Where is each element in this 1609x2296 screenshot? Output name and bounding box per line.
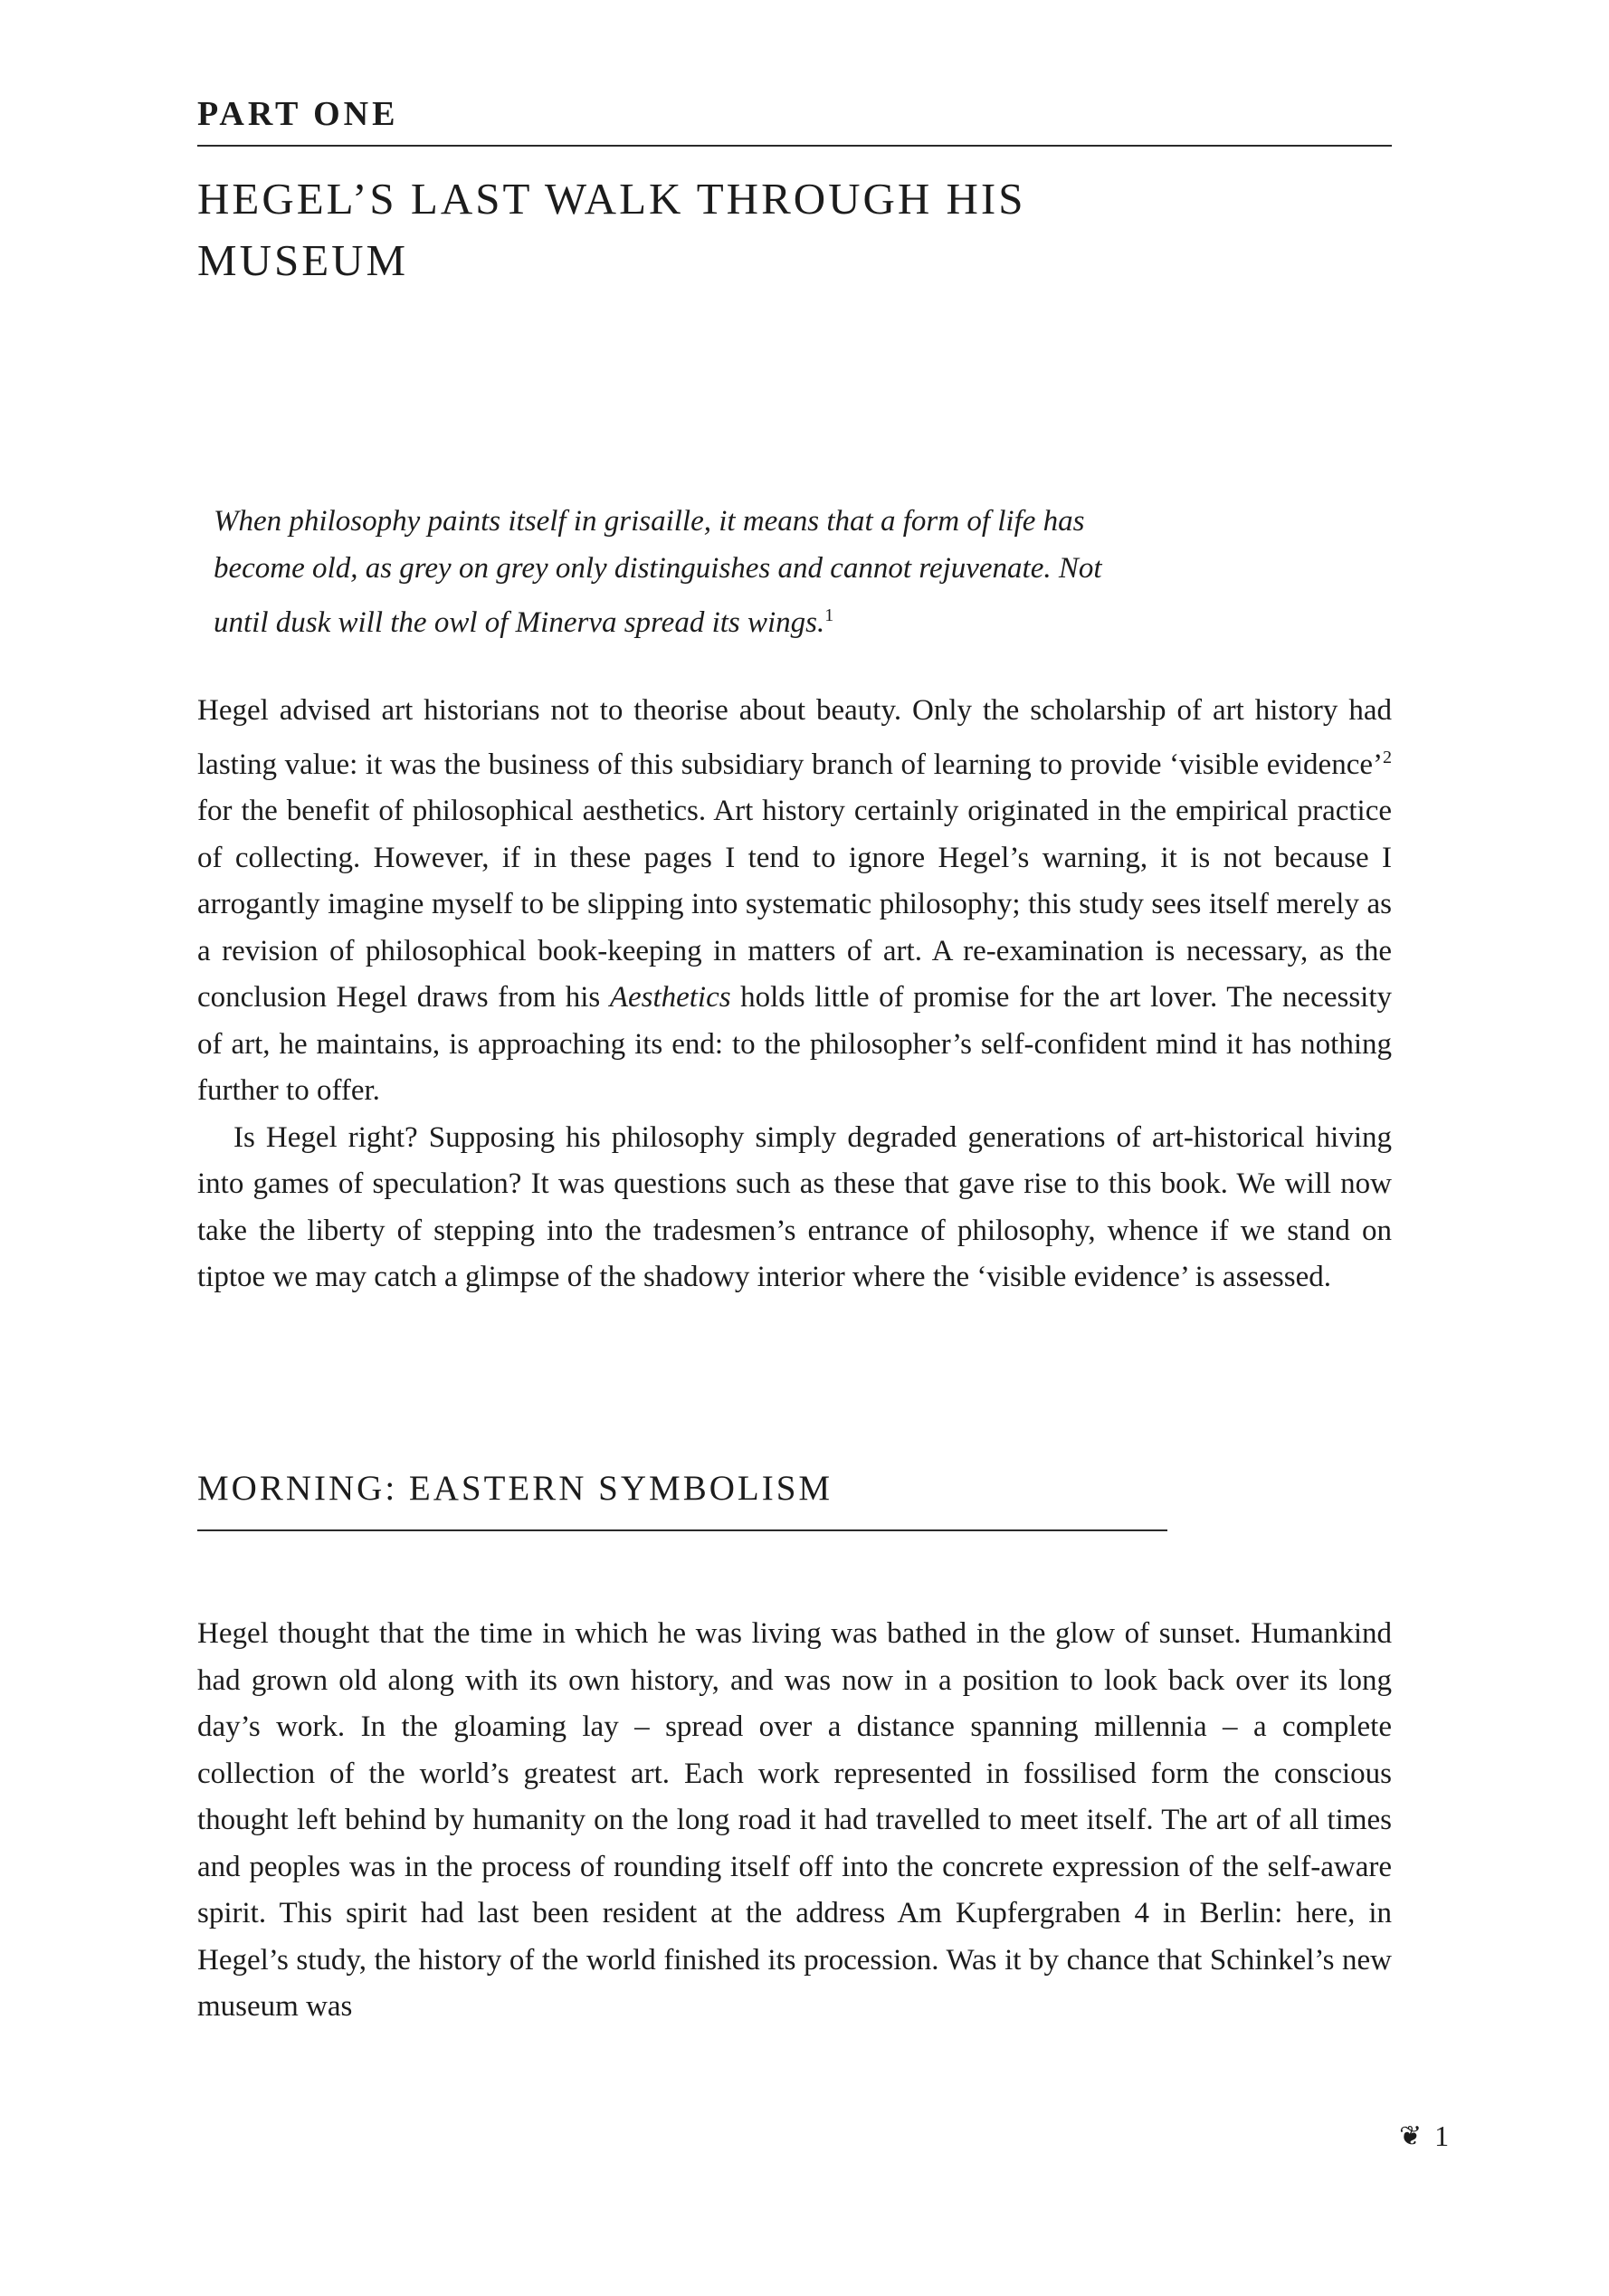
intro-text bbox=[197, 688, 1392, 1301]
paragraph: Is Hegel right? Supposing his philosophy simply degraded generations of art-historical hiving into games of speculation? It was questions such as these that gave rise to this book. We will now take the liberty of stepping into the tradesmen’s entrance of philosophy, whence if we stand on tiptoe we may catch a glimpse of the shadowy interior where the ‘visible evidence’ is assessed. bbox=[197, 1120, 1392, 1293]
fleuron-icon: ❦ bbox=[1399, 2121, 1423, 2151]
epigraph bbox=[214, 498, 1155, 646]
epigraph-text: When philosophy paints itself in grisaille, it means that a form of life has become old, as grey on grey only distinguishes and cannot rejuvenate. Not until dusk will the owl of Minerva spread its wings. bbox=[214, 505, 1102, 639]
chapter-title: HEGEL’S LAST WALK THROUGH HIS MUSEUM bbox=[197, 174, 1026, 285]
book-title: Aesthetics bbox=[609, 981, 731, 1014]
paragraph: Hegel advised art historians not to theorise about beauty. Only the scholarship of art history had lasting value: it was the business of this subsidiary branch of learning to provide ‘visible evidence’$^2$ for the benefit of philosophical aesthetics. Art history certainly originated in the empirical practice of collecting. However, if in these pages I tend to ignore Hegel’s warning, it is not because I arrogantly imagine myself to be slipping into systematic philosophy; this study sees itself merely as a revision of philosophical book-keeping in matters of art. A re-examination is necessary, as the conclusion Hegel draws from his Aesthetics holds little of promise for the art lover. The necessity of art, he maintains, is approaching its end: to the philosopher’s self-confident mind it has nothing further to offer. bbox=[197, 694, 1392, 1107]
footnote-ref-2[interactable]: 2 bbox=[1383, 747, 1392, 767]
page-number: 1 bbox=[1434, 2120, 1450, 2152]
part-rule bbox=[197, 145, 1392, 147]
paragraph: Hegel thought that the time in which he was living was bathed in the glow of sunset. Humankind had grown old along with its own history, and was now in a position to look back over its long day’s work. In the gloaming lay – spread over a distance spanning millennia – a complete collection of the world’s greatest art. Each work represented in fossilised form the conscious thought left behind by humanity on the long road it had travelled to meet itself. The art of all times and peoples was in the process of rounding itself off into the concrete expression of the self-aware spirit. This spirit had last been resident at the address Am Kupfergraben 4 in Berlin: here, in Hegel’s study, the history of the world finished its procession. Was it by chance that Schinkel’s new museum was bbox=[197, 1617, 1392, 2023]
section-text bbox=[197, 1611, 1392, 2031]
section-heading: MORNING: EASTERN SYMBOLISM bbox=[197, 1469, 833, 1508]
part-label: PART ONE bbox=[197, 95, 399, 133]
folio bbox=[1399, 2120, 1449, 2153]
footnote-ref-1[interactable]: 1 bbox=[824, 605, 834, 625]
section-rule bbox=[197, 1529, 1167, 1531]
